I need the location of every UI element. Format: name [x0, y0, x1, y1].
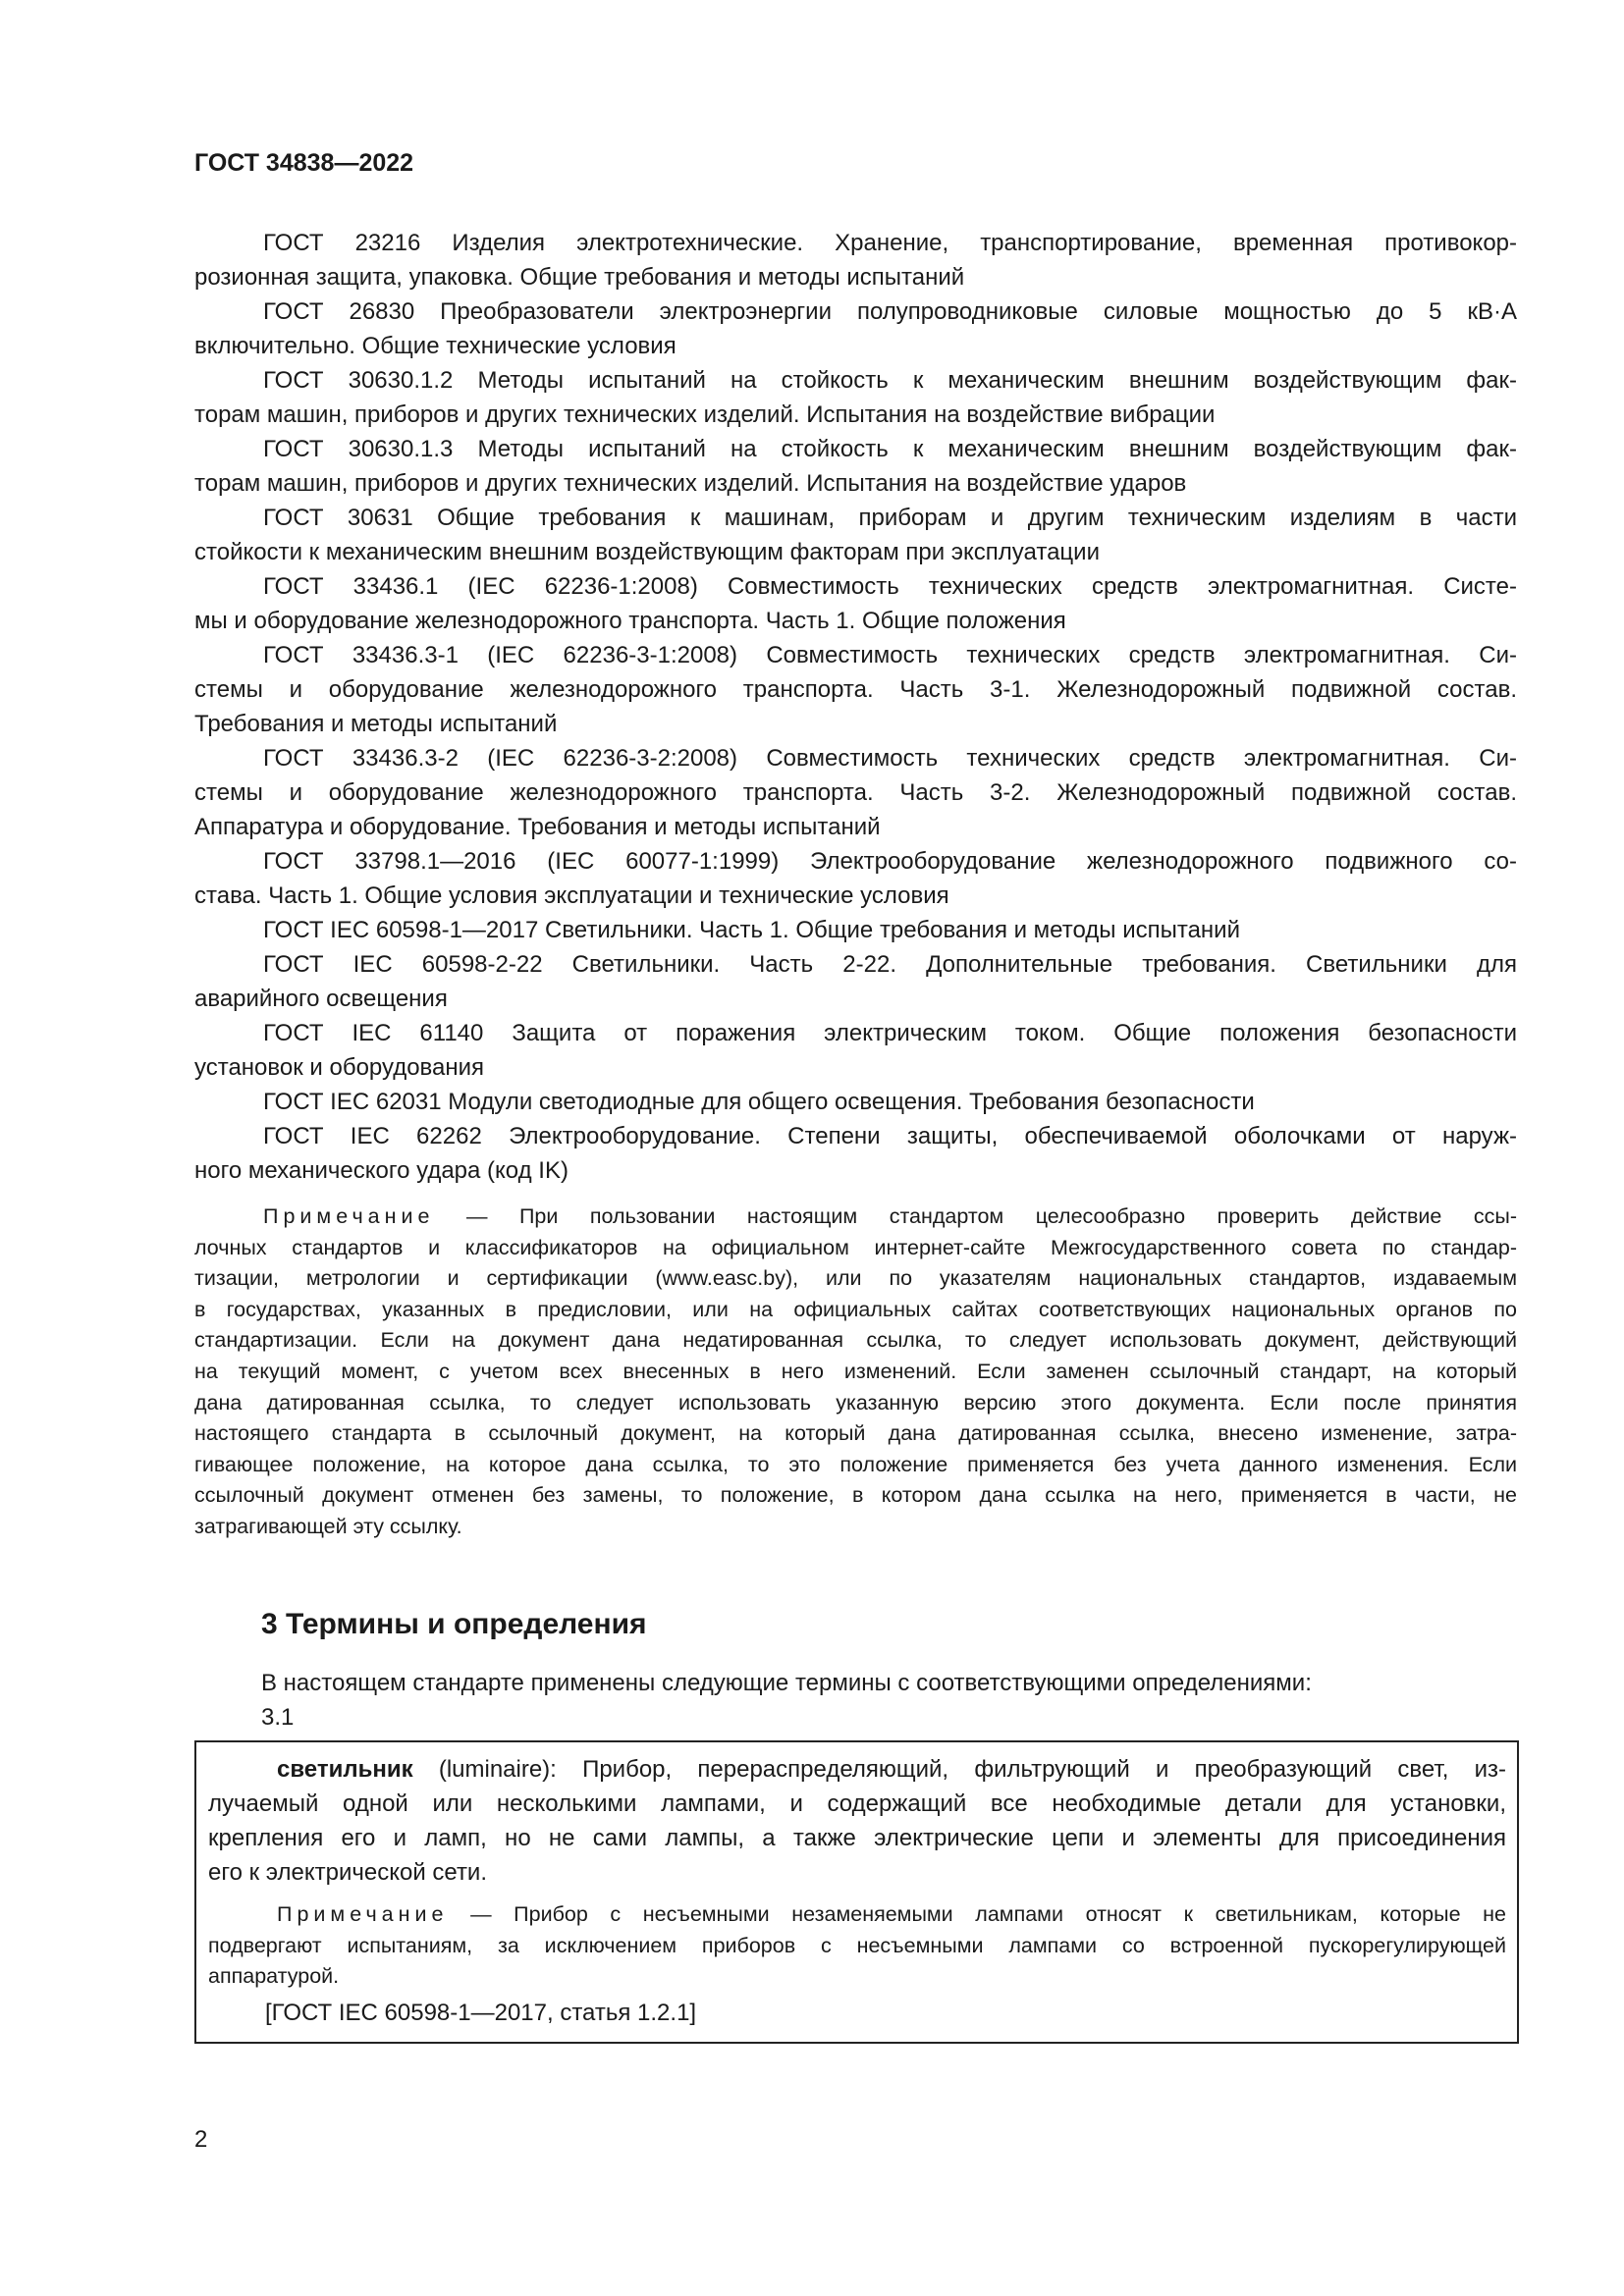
reference-item [194, 569, 1517, 638]
note-line: в государствах, указанных в предисловии, или на официальных сайтах соответствующих национальных органов по [194, 1297, 1517, 1321]
term-note-lines [208, 1931, 1506, 1993]
term-definition-box [194, 1740, 1519, 2044]
reference-line: ГОСТ IEC 60598-1—2017 Светильники. Часть 1. Общие требования и методы испытаний [263, 917, 1240, 943]
reference-item [194, 741, 1517, 844]
reference-line: аварийного освещения [194, 986, 448, 1012]
term-definition [208, 1752, 1506, 1890]
reference-line: ГОСТ IEC 62031 Модули светодиодные для общего освещения. Требования безопасности [263, 1089, 1255, 1115]
reference-item [194, 501, 1517, 569]
reference-item [194, 363, 1517, 432]
reference-line: Аппаратура и оборудование. Требования и методы испытаний [194, 814, 881, 840]
note-line: ссылочный документ отменен без замены, то положение, в котором дана ссылка на него, применяется в части, не [194, 1483, 1517, 1508]
reference-line: става. Часть 1. Общие условия эксплуатации и технические условия [194, 882, 949, 909]
reference-line: мы и оборудование железнодорожного транспорта. Часть 1. Общие положения [194, 608, 1066, 634]
reference-line: торам машин, приборов и других технических изделий. Испытания на воздействие ударов [194, 470, 1187, 497]
note-lines [194, 1233, 1517, 1543]
reference-line: ГОСТ IEC 61140 Защита от поражения электрическим током. Общие положения безопасности [263, 1020, 1517, 1046]
reference-item [194, 913, 1517, 947]
reference-line: ГОСТ 33436.3-1 (IEC 62236-3-1:2008) Совместимость технических средств электромагнитная. Си- [263, 642, 1517, 668]
term: светильник [277, 1756, 413, 1783]
note-line: настоящего стандарта в ссылочный документ, на который дана датированная ссылка, внесено изменение, затра- [194, 1421, 1517, 1446]
note-line: тизации, метрологии и сертификации (www.easc.by), или по указателям национальных стандартов, издаваемым [194, 1266, 1517, 1291]
reference-line: ГОСТ 26830 Преобразователи электроэнергии полупроводниковые силовые мощностью до 5 кВ·А [263, 298, 1517, 325]
term-note [208, 1899, 1506, 1993]
reference-item [194, 844, 1517, 913]
term-note-line: аппаратурой. [208, 1964, 340, 1989]
section-heading: 3 Термины и определения [261, 1608, 647, 1640]
note-line: стандартизации. Если на документ дана недатированная ссылка, то следует использовать документ, действующий [194, 1328, 1517, 1353]
term-note-line: подвергают испытаниям, за исключением приборов с несъемными лампами со встроенной пускорегулирующей [208, 1933, 1506, 1957]
note-first-text: — При пользовании настоящим стандартом целесообразно проверить действие ссы- [434, 1204, 1517, 1228]
reference-line: ГОСТ 30630.1.3 Методы испытаний на стойкость к механическим внешним воздействующим фак- [263, 436, 1517, 462]
reference-line: ГОСТ 30630.1.2 Методы испытаний на стойкость к механическим внешним воздействующим фак- [263, 367, 1517, 394]
note-label: Примечание [263, 1204, 435, 1228]
reference-line: ного механического удара (код IK) [194, 1157, 568, 1184]
reference-item [194, 226, 1517, 294]
note-line: на текущий момент, с учетом всех внесенных в него изменений. Если заменен ссылочный стандарт, на который [194, 1359, 1517, 1383]
section-intro [261, 1666, 1312, 1735]
reference-line: розионная защита, упаковка. Общие требования и методы испытаний [194, 264, 965, 291]
note-line: лочных стандартов и классификаторов на официальном интернет-сайте Межгосударственного совета по стандар- [194, 1235, 1517, 1259]
reference-item [194, 1016, 1517, 1085]
reference-line: ГОСТ 33436.1 (IEC 62236-1:2008) Совместимость технических средств электромагнитная. Систе- [263, 573, 1517, 600]
reference-line: стемы и оборудование железнодорожного транспорта. Часть 3-1. Железнодорожный подвижной состав. [194, 676, 1517, 703]
reference-line: ГОСТ 30631 Общие требования к машинам, приборам и другим техническим изделиям в части [263, 505, 1517, 531]
definition-first-line [208, 1752, 1506, 1787]
note-first-line [194, 1201, 1517, 1233]
reference-line: ГОСТ IEC 62262 Электрооборудование. Степени защиты, обеспечиваемой оболочками от наруж- [263, 1123, 1517, 1149]
note-line: гивающее положение, на которое дана ссылка, то это положение применяется без учета данного изменения. Если [194, 1452, 1517, 1476]
reference-line: стойкости к механическим внешним воздействующим факторам при эксплуатации [194, 539, 1100, 565]
reference-line: ГОСТ IEC 60598-2-22 Светильники. Часть 2-22. Дополнительные требования. Светильники для [263, 951, 1517, 978]
references-note [194, 1201, 1517, 1543]
reference-item [194, 432, 1517, 501]
reference-line: ГОСТ 23216 Изделия электротехнические. Хранение, транспортирование, временная противокор- [263, 230, 1517, 256]
reference-line: ГОСТ 33798.1—2016 (IEC 60077-1:1999) Электрооборудование железнодорожного подвижного со- [263, 848, 1517, 875]
reference-line: ГОСТ 33436.3-2 (IEC 62236-3-2:2008) Совместимость технических средств электромагнитная. Си- [263, 745, 1517, 772]
note-line: затрагивающей эту ссылку. [194, 1514, 462, 1538]
reference-item [194, 1085, 1517, 1119]
definition-line: его к электрической сети. [208, 1859, 488, 1886]
reference-item [194, 1119, 1517, 1188]
intro-text: В настоящем стандарте применены следующие термины с соответствующими определениями: [261, 1670, 1312, 1696]
term-note-label: Примечание [277, 1902, 449, 1926]
definition-line: крепления его и ламп, но не сами лампы, а также электрические цепи и элементы для присоединения [208, 1825, 1506, 1851]
normative-references-list [194, 226, 1517, 1188]
reference-line: торам машин, приборов и других технических изделий. Испытания на воздействие вибрации [194, 401, 1216, 428]
reference-item [194, 638, 1517, 741]
page-number: 2 [194, 2126, 208, 2153]
reference-line: включительно. Общие технические условия [194, 333, 677, 359]
reference-line: стемы и оборудование железнодорожного транспорта. Часть 3-2. Железнодорожный подвижной состав. [194, 779, 1517, 806]
term-note-first-text: — Прибор с несъемными незаменяемыми лампами относят к светильникам, которые не [448, 1902, 1506, 1926]
definition-lines [208, 1787, 1506, 1890]
definition-line: лучаемый одной или несколькими лампами, и содержащий все необходимые детали для установки, [208, 1790, 1506, 1817]
reference-item [194, 947, 1517, 1016]
term-number: 3.1 [261, 1704, 295, 1731]
term-note-first-line [208, 1899, 1506, 1931]
reference-item [194, 294, 1517, 363]
document-header: ГОСТ 34838—2022 [194, 149, 414, 177]
reference-line: Требования и методы испытаний [194, 711, 558, 737]
reference-line: установок и оборудования [194, 1054, 485, 1081]
definition-first-text: (luminaire): Прибор, перераспределяющий, фильтрующий и преобразующий свет, из- [412, 1756, 1506, 1783]
note-line: дана датированная ссылка, то следует использовать указанную версию этого документа. Если после принятия [194, 1390, 1517, 1415]
citation: [ГОСТ IEC 60598-1—2017, статья 1.2.1] [265, 2000, 697, 2026]
